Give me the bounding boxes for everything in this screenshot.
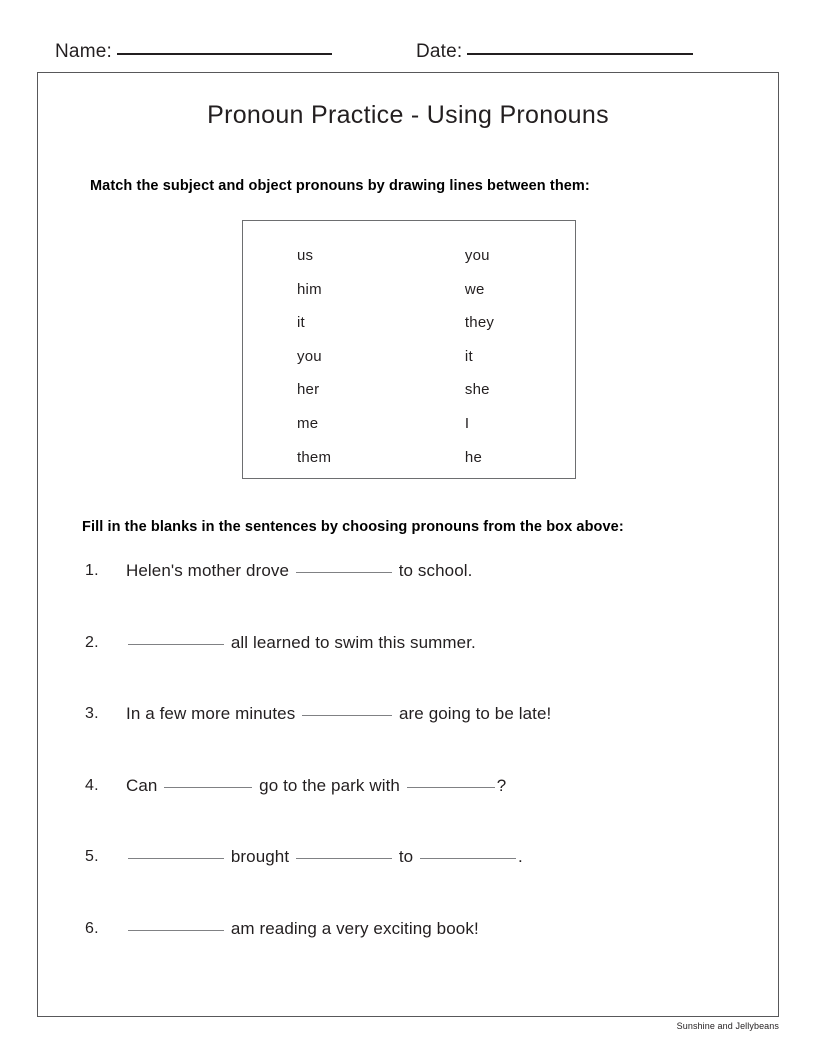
sentence-part: am reading a very exciting book! bbox=[226, 918, 479, 938]
pronoun-word[interactable]: you bbox=[297, 347, 322, 365]
sentence-text bbox=[126, 561, 472, 581]
pronoun-word[interactable]: them bbox=[297, 448, 332, 466]
footer-credit: Sunshine and Jellybeans bbox=[676, 1021, 779, 1031]
answer-blank[interactable] bbox=[164, 787, 252, 788]
pronoun-word[interactable]: us bbox=[297, 247, 314, 264]
instruction-fill: Fill in the blanks in the sentences by choosing pronouns from the box above: bbox=[82, 519, 624, 535]
sentence-part: In a few more minutes bbox=[126, 704, 301, 723]
sentence-part: are going to be late! bbox=[394, 704, 552, 723]
date-label: Date: bbox=[415, 41, 463, 62]
answer-blank[interactable] bbox=[302, 715, 392, 716]
name-write-line[interactable] bbox=[117, 53, 332, 55]
name-label: Name: bbox=[55, 41, 112, 62]
sentence-number: 5. bbox=[85, 848, 99, 865]
pronoun-column-object bbox=[427, 239, 575, 474]
pronoun-word[interactable]: she bbox=[464, 381, 490, 399]
answer-blank[interactable] bbox=[296, 572, 392, 573]
pronoun-word[interactable]: her bbox=[297, 381, 320, 399]
sentence-number: 4. bbox=[85, 776, 99, 794]
sentence-number: 6. bbox=[85, 919, 99, 937]
header-fields bbox=[55, 33, 780, 63]
sentence-part: Can bbox=[126, 775, 163, 795]
page-title: Pronoun Practice - Using Pronouns bbox=[207, 101, 609, 129]
answer-blank[interactable] bbox=[296, 858, 392, 859]
pronoun-word[interactable]: him bbox=[297, 280, 322, 298]
name-field[interactable] bbox=[55, 41, 332, 63]
sentence-row bbox=[38, 562, 778, 634]
pronoun-column-subject bbox=[243, 239, 427, 474]
date-field[interactable] bbox=[416, 41, 693, 63]
sentence-row bbox=[38, 848, 778, 920]
answer-blank[interactable] bbox=[128, 644, 224, 645]
sentence-part: to bbox=[394, 847, 419, 866]
sentence-part: brought bbox=[226, 847, 295, 866]
answer-blank[interactable] bbox=[420, 858, 516, 859]
sentence-row bbox=[38, 920, 778, 992]
sentence-part: to school. bbox=[393, 561, 473, 580]
pronoun-box bbox=[242, 220, 576, 479]
pronoun-word[interactable]: he bbox=[464, 448, 483, 466]
sentence-row bbox=[38, 777, 778, 849]
pronoun-word[interactable]: you bbox=[464, 247, 490, 264]
date-write-line[interactable] bbox=[467, 53, 693, 55]
pronoun-columns bbox=[243, 221, 575, 474]
sentence-number: 1. bbox=[85, 562, 99, 579]
answer-blank[interactable] bbox=[128, 858, 224, 859]
pronoun-word[interactable]: they bbox=[464, 314, 495, 332]
sentence-part: . bbox=[518, 847, 523, 866]
sentence-part: ? bbox=[496, 775, 507, 795]
answer-blank[interactable] bbox=[128, 930, 224, 931]
sentence-text bbox=[126, 704, 551, 724]
pronoun-word[interactable]: it bbox=[464, 347, 473, 365]
sentence-text bbox=[126, 633, 476, 653]
answer-blank[interactable] bbox=[407, 787, 495, 788]
sentence-row bbox=[38, 705, 778, 777]
sentence-text bbox=[126, 776, 506, 796]
pronoun-word[interactable]: it bbox=[297, 314, 305, 332]
sentence-number: 2. bbox=[85, 633, 99, 651]
sentence-part: all learned to swim this summer. bbox=[226, 632, 476, 652]
worksheet-frame bbox=[37, 72, 779, 1017]
sentence-text bbox=[126, 847, 523, 867]
pronoun-word[interactable]: me bbox=[297, 414, 319, 432]
pronoun-word[interactable]: I bbox=[464, 414, 470, 432]
sentence-number: 3. bbox=[85, 705, 99, 722]
sentence-text bbox=[126, 919, 479, 939]
sentence-row bbox=[38, 634, 778, 706]
sentence-part: go to the park with bbox=[254, 775, 405, 795]
sentence-list bbox=[38, 562, 778, 991]
sentence-part: Helen's mother drove bbox=[126, 561, 294, 580]
instruction-match: Match the subject and object pronouns by drawing lines between them: bbox=[90, 178, 590, 194]
pronoun-word[interactable]: we bbox=[464, 280, 485, 298]
